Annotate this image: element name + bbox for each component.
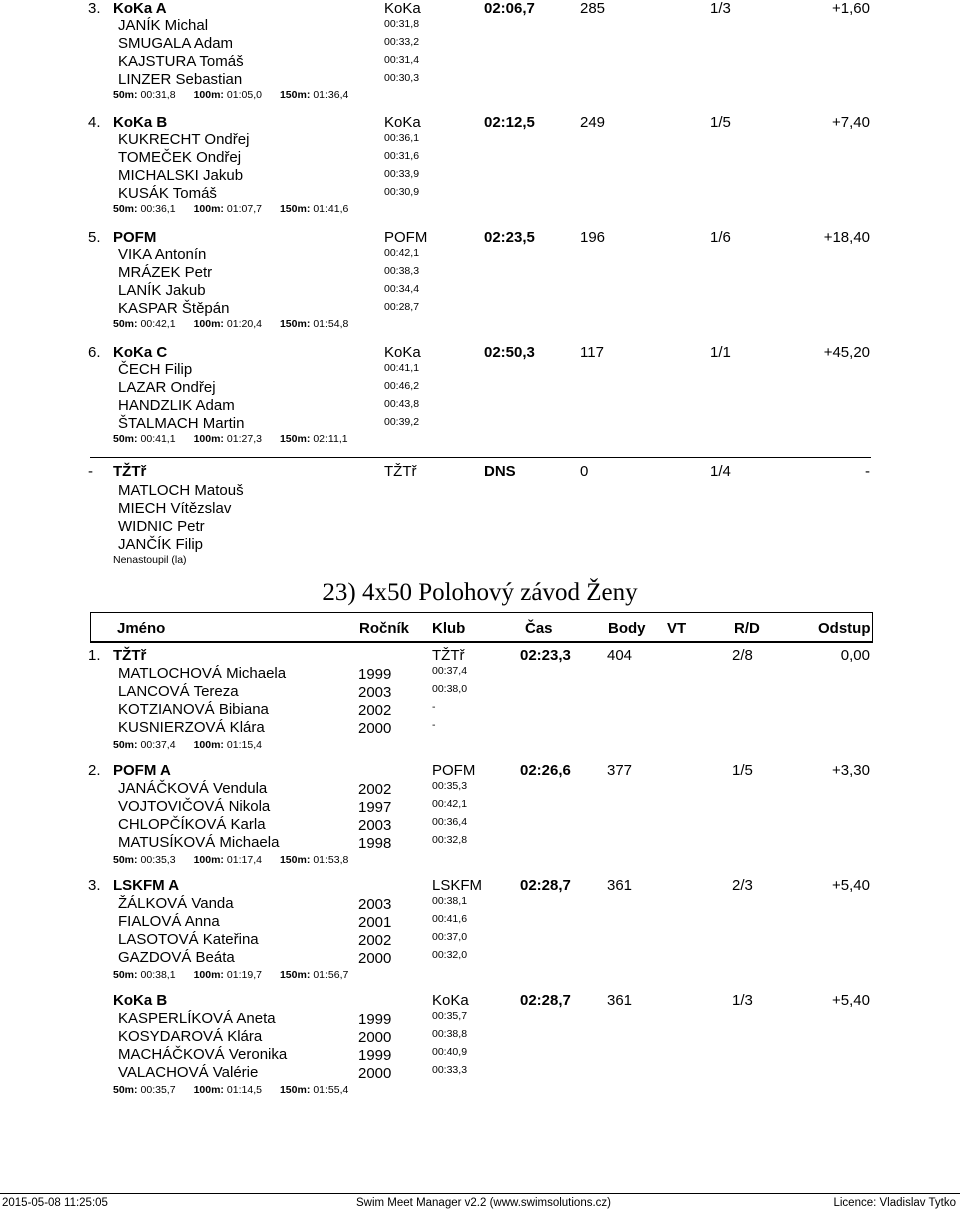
split-value: 01:19,7 (226, 969, 262, 981)
swimmer-name: VIKA Antonín (118, 246, 207, 263)
split-time (194, 969, 262, 981)
team-behind: +45,20 (823, 344, 870, 361)
split-time (280, 89, 348, 101)
swimmer-name: KASPAR Štěpán (118, 300, 230, 317)
team-behind: 0,00 (840, 647, 870, 664)
team-rd: 1/4 (710, 463, 731, 480)
split-value: 01:56,7 (313, 969, 349, 981)
team-rank: 5. (88, 229, 101, 246)
team-time: 02:06,7 (484, 0, 535, 17)
team-name: KoKa B (113, 992, 168, 1009)
team-points: 196 (580, 229, 606, 246)
split-label: 50m: (113, 318, 138, 330)
split-times (113, 854, 366, 866)
header-year: Ročník (359, 620, 410, 637)
swimmer-name: KUSÁK Tomáš (118, 185, 217, 202)
team-rd: 1/3 (732, 992, 753, 1009)
split-time (194, 89, 262, 101)
separator-line (90, 457, 871, 458)
header-rd: R/D (734, 620, 760, 637)
team-rd: 2/8 (732, 647, 753, 664)
split-label: 150m: (279, 854, 311, 866)
team-time: 02:12,5 (484, 114, 535, 131)
footer-datetime: 2015-05-08 11:25:05 (2, 1197, 108, 1209)
split-time (194, 318, 262, 330)
team-behind: +1,60 (832, 0, 870, 17)
swimmer-year: 2003 (358, 896, 392, 913)
team-points: 377 (607, 762, 633, 779)
swimmer-split: - (432, 701, 436, 713)
split-time (280, 203, 348, 215)
swimmer-name: MACHÁČKOVÁ Veronika (118, 1046, 288, 1063)
split-value: 01:27,3 (226, 433, 262, 445)
team-rank: 3. (88, 877, 101, 894)
split-value: 01:07,7 (226, 203, 262, 215)
header-club: Klub (432, 620, 466, 637)
swimmer-split: 00:35,7 (432, 1010, 468, 1022)
swimmer-name: KAJSTURA Tomáš (118, 53, 244, 70)
team-behind: +5,40 (832, 992, 870, 1009)
team-time: DNS (484, 463, 516, 480)
header-time: Čas (525, 620, 553, 637)
split-label: 50m: (113, 89, 138, 101)
team-name: POFM A (113, 762, 171, 779)
team-row (0, 877, 960, 897)
team-club: KoKa (432, 992, 469, 1009)
team-time: 02:26,6 (520, 762, 571, 779)
swimmer-year: 2000 (358, 720, 392, 737)
table-header (90, 612, 873, 643)
split-time (113, 203, 176, 215)
team-rank: - (88, 463, 93, 480)
split-value: 00:35,7 (140, 1084, 176, 1096)
swimmer-split: 00:28,7 (384, 301, 420, 313)
split-label: 150m: (279, 1084, 311, 1096)
swimmer-split: 00:37,0 (432, 931, 468, 943)
swimmer-name: MICHALSKI Jakub (118, 167, 244, 184)
team-rd: 2/3 (732, 877, 753, 894)
team-rd: 1/3 (710, 0, 731, 17)
swimmer-name: ČECH Filip (118, 361, 193, 378)
swimmer-year: 2003 (358, 684, 392, 701)
split-times (113, 1084, 366, 1096)
swimmer-split: 00:31,8 (384, 18, 420, 30)
swimmer-split: 00:31,6 (384, 150, 420, 162)
team-points: 117 (580, 344, 604, 361)
swimmer-name: MATUSÍKOVÁ Michaela (118, 834, 280, 851)
team-club: POFM (432, 762, 476, 779)
swimmer-name: JANČÍK Filip (118, 536, 204, 553)
swimmer-name: LAZAR Ondřej (118, 379, 216, 396)
swimmer-year: 2002 (358, 781, 392, 798)
team-name: TŽTř (113, 463, 147, 480)
team-points: 361 (607, 877, 633, 894)
team-rank: 3. (88, 0, 101, 17)
swimmer-name: KOSYDAROVÁ Klára (118, 1028, 263, 1045)
split-value: 01:54,8 (313, 318, 349, 330)
header-vt: VT (667, 620, 687, 637)
swimmer-name: FIALOVÁ Anna (118, 913, 220, 930)
swimmer-split: - (432, 719, 436, 731)
split-value: 00:35,3 (140, 854, 176, 866)
swimmer-split: 00:34,4 (384, 283, 420, 295)
swimmer-year: 2002 (358, 702, 392, 719)
team-club: KoKa (384, 114, 421, 131)
swimmer-name: KOTZIANOVÁ Bibiana (118, 701, 269, 718)
swimmer-name: MATLOCHOVÁ Michaela (118, 665, 287, 682)
split-label: 100m: (193, 1084, 224, 1096)
swimmer-name: VOJTOVIČOVÁ Nikola (118, 798, 271, 815)
team-rank: 1. (88, 647, 101, 664)
swimmer-name: LANCOVÁ Tereza (118, 683, 239, 700)
split-time (194, 739, 262, 751)
swimmer-name: ŠTALMACH Martin (118, 415, 245, 432)
swimmer-split: 00:38,0 (432, 683, 468, 695)
split-time (113, 89, 176, 101)
split-value: 01:15,4 (226, 739, 262, 751)
header-name: Jméno (117, 620, 166, 637)
split-time (113, 854, 176, 866)
swimmer-name: TOMEČEK Ondřej (118, 149, 242, 166)
team-rd: 1/5 (732, 762, 753, 779)
footer-line (0, 1193, 960, 1194)
split-time (194, 854, 262, 866)
team-points: 361 (607, 992, 633, 1009)
swimmer-year: 1999 (358, 1047, 392, 1064)
team-points: 285 (580, 0, 606, 17)
split-value: 01:53,8 (313, 854, 349, 866)
swimmer-split: 00:32,0 (432, 949, 468, 961)
swimmer-split: 00:36,1 (384, 132, 420, 144)
swimmer-split: 00:41,6 (432, 913, 468, 925)
swimmer-split: 00:39,2 (384, 416, 420, 428)
team-club: LSKFM (432, 877, 483, 894)
team-row (0, 463, 960, 483)
split-times (113, 203, 366, 215)
split-value: 00:31,8 (140, 89, 176, 101)
split-time (113, 433, 176, 445)
team-club: KoKa (384, 344, 421, 361)
split-value: 01:17,4 (226, 854, 262, 866)
swimmer-name: MRÁZEK Petr (118, 264, 213, 281)
swimmer-name: MATLOCH Matouš (118, 482, 244, 499)
swimmer-name: KASPERLÍKOVÁ Aneta (118, 1010, 276, 1027)
swimmer-split: 00:38,8 (432, 1028, 468, 1040)
swimmer-split: 00:31,4 (384, 54, 420, 66)
team-behind: - (865, 463, 870, 480)
split-label: 150m: (279, 969, 311, 981)
team-rd: 1/5 (710, 114, 731, 131)
split-label: 100m: (193, 739, 224, 751)
team-behind: +7,40 (832, 114, 870, 131)
split-time (280, 433, 348, 445)
swimmer-split: 00:42,1 (384, 247, 420, 259)
swimmer-split: 00:36,4 (432, 816, 468, 828)
split-time (113, 318, 176, 330)
split-label: 50m: (113, 854, 138, 866)
split-time (113, 739, 176, 751)
split-label: 50m: (113, 739, 138, 751)
team-rank: 2. (88, 762, 101, 779)
split-times (113, 739, 280, 751)
swimmer-name: ŽÁLKOVÁ Vanda (118, 895, 234, 912)
event-title: 23) 4x50 Polohový závod Ženy (322, 579, 638, 606)
split-value: 00:37,4 (140, 739, 176, 751)
split-times (113, 89, 366, 101)
swimmer-name: HANDZLIK Adam (118, 397, 235, 414)
swimmer-split: 00:33,3 (432, 1064, 468, 1076)
swimmer-name: VALACHOVÁ Valérie (118, 1064, 259, 1081)
split-times (113, 969, 366, 981)
team-club: POFM (384, 229, 428, 246)
team-row (0, 647, 960, 667)
team-club: TŽTř (384, 463, 417, 480)
split-time (194, 433, 262, 445)
swimmer-split: 00:33,9 (384, 168, 420, 180)
swimmer-year: 2000 (358, 1029, 392, 1046)
team-time: 02:28,7 (520, 877, 571, 894)
swimmer-name: JANÍK Michal (118, 17, 209, 34)
team-time: 02:50,3 (484, 344, 535, 361)
team-points: 0 (580, 463, 589, 480)
split-label: 100m: (193, 89, 224, 101)
swimmer-split: 00:37,4 (432, 665, 468, 677)
team-name: LSKFM A (113, 877, 180, 894)
split-value: 01:55,4 (313, 1084, 349, 1096)
split-value: 02:11,1 (313, 433, 348, 445)
split-time (280, 318, 348, 330)
split-value: 01:14,5 (226, 1084, 262, 1096)
team-name: KoKa B (113, 114, 168, 131)
swimmer-year: 1999 (358, 666, 392, 683)
footer-software: Swim Meet Manager v2.2 (www.swimsolutions.cz) (356, 1197, 611, 1209)
swimmer-year: 2002 (358, 932, 392, 949)
split-label: 100m: (193, 854, 224, 866)
split-label: 100m: (193, 969, 224, 981)
team-points: 404 (607, 647, 633, 664)
split-label: 50m: (113, 969, 138, 981)
swimmer-split: 00:35,3 (432, 780, 468, 792)
split-label: 150m: (279, 89, 311, 101)
team-club: TŽTř (432, 647, 465, 664)
team-name: KoKa C (113, 344, 168, 361)
swimmer-split: 00:41,1 (384, 362, 420, 374)
swimmer-split: 00:40,9 (432, 1046, 468, 1058)
swimmer-split: 00:38,1 (432, 895, 468, 907)
team-behind: +18,40 (823, 229, 870, 246)
swimmer-name: WIDNIC Petr (118, 518, 205, 535)
split-time (113, 969, 176, 981)
split-label: 150m: (279, 318, 311, 330)
split-label: 100m: (193, 433, 224, 445)
split-value: 01:36,4 (313, 89, 349, 101)
header-points: Body (608, 620, 646, 637)
team-rank: 4. (88, 114, 101, 131)
swimmer-name: LASOTOVÁ Kateřina (118, 931, 259, 948)
team-time: 02:23,3 (520, 647, 571, 664)
swimmer-split: 00:30,3 (384, 72, 420, 84)
team-rd: 1/6 (710, 229, 731, 246)
swimmer-split: 00:42,1 (432, 798, 468, 810)
split-label: 50m: (113, 1084, 138, 1096)
team-club: KoKa (384, 0, 421, 17)
swimmer-year: 2000 (358, 950, 392, 967)
team-behind: +3,30 (832, 762, 870, 779)
swimmer-year: 2001 (358, 914, 392, 931)
split-time (113, 1084, 176, 1096)
split-label: 150m: (279, 433, 311, 445)
swimmer-name: JANÁČKOVÁ Vendula (118, 780, 268, 797)
split-times (113, 433, 366, 445)
split-value: 00:38,1 (140, 969, 176, 981)
swimmer-year: 1999 (358, 1011, 392, 1028)
team-row (0, 992, 960, 1012)
split-label: 50m: (113, 203, 138, 215)
split-value: 01:20,4 (226, 318, 262, 330)
split-time (194, 1084, 262, 1096)
split-time (280, 969, 348, 981)
team-time: 02:23,5 (484, 229, 535, 246)
split-label: 50m: (113, 433, 138, 445)
team-row (0, 762, 960, 782)
swimmer-year: 2000 (358, 1065, 392, 1082)
split-time (280, 854, 348, 866)
split-time (280, 1084, 348, 1096)
swimmer-year: 1997 (358, 799, 392, 816)
split-time (194, 203, 262, 215)
swimmer-name: KUKRECHT Ondřej (118, 131, 250, 148)
swimmer-name: KUSNIERZOVÁ Klára (118, 719, 265, 736)
swimmer-name: CHLOPČÍKOVÁ Karla (118, 816, 266, 833)
swimmer-year: 2003 (358, 817, 392, 834)
swimmer-name: LANÍK Jakub (118, 282, 206, 299)
swimmer-name: GAZDOVÁ Beáta (118, 949, 235, 966)
team-time: 02:28,7 (520, 992, 571, 1009)
swimmer-name: SMUGALA Adam (118, 35, 234, 52)
team-rank: 6. (88, 344, 101, 361)
swimmer-split: 00:46,2 (384, 380, 420, 392)
team-rd: 1/1 (710, 344, 731, 361)
split-value: 00:42,1 (140, 318, 176, 330)
swimmer-split: 00:38,3 (384, 265, 420, 277)
team-name: POFM (113, 229, 157, 246)
team-name: TŽTř (113, 647, 147, 664)
swimmer-split: 00:43,8 (384, 398, 420, 410)
header-behind: Odstup (818, 620, 871, 637)
split-label: 150m: (279, 203, 311, 215)
split-value: 01:05,0 (226, 89, 262, 101)
split-label: 100m: (193, 203, 224, 215)
split-label: 100m: (193, 318, 224, 330)
swimmer-name: LINZER Sebastian (118, 71, 243, 88)
swimmer-split: 00:32,8 (432, 834, 468, 846)
team-behind: +5,40 (832, 877, 870, 894)
swimmer-split: 00:33,2 (384, 36, 420, 48)
split-value: 00:41,1 (140, 433, 176, 445)
team-points: 249 (580, 114, 606, 131)
dns-note: Nenastoupil (la) (113, 554, 187, 566)
swimmer-year: 1998 (358, 835, 392, 852)
swimmer-name: MIECH Vítězslav (118, 500, 232, 517)
team-name: KoKa A (113, 0, 167, 17)
split-value: 01:41,6 (313, 203, 349, 215)
footer-licence: Licence: Vladislav Tytko (833, 1197, 956, 1209)
split-value: 00:36,1 (140, 203, 176, 215)
split-times (113, 318, 366, 330)
swimmer-split: 00:30,9 (384, 186, 420, 198)
